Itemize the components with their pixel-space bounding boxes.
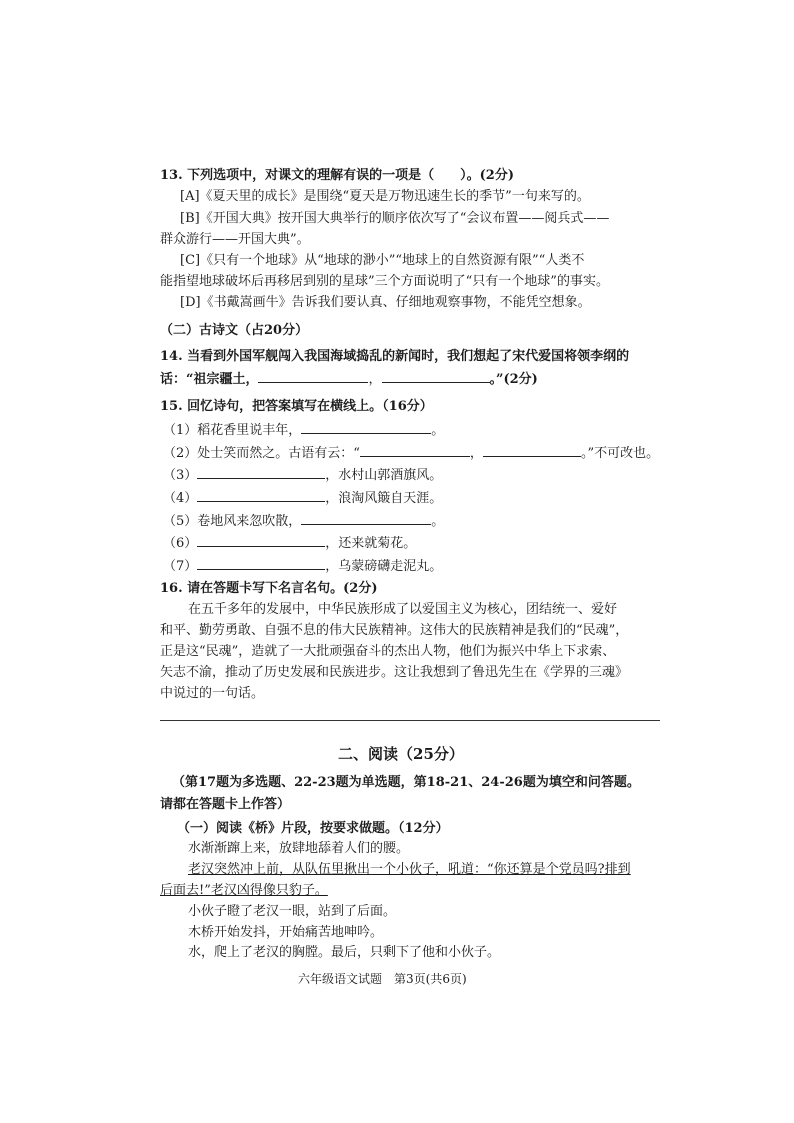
q14-stem-line1: 14. 当看到外国军舰闯入我国海域捣乱的新闻时，我们想起了宋代爱国将领李纲的 [160,349,630,364]
part2-note-line1: （第17题为多选题、22-23题为单选题，第18-21、24-26题为填空和问答题。 [172,775,640,790]
q15-item-6 [163,533,416,553]
q15-item-1-text: （1）稻花香里说丰年， [163,423,302,438]
page-footer: 六年级语文试题 第3页(共6页) [298,972,467,986]
q15-item-1-end: 。 [431,423,445,438]
q13-option-d: [D]《书戴嵩画牛》告诉我们要认真、仔细地观察事物，不能凭空想象。 [180,295,591,310]
q16-para-line4: 矢志不渝，推动了历史发展和民族进步。这让我想到了鲁迅先生在《学界的三魂》 [160,665,629,680]
q14-tail: 。”(2分) [489,372,538,387]
q15-item-2-sep: ， [469,446,483,461]
q15-item-1-blank[interactable] [301,420,431,434]
q16-stem: 16. 请在答题卡写下名言名句。(2分) [160,581,378,596]
q15-item-5-end: 。 [431,514,445,529]
q16-para-line5: 中说过的一句话。 [160,686,265,701]
q15-item-6-num: （6） [163,536,198,551]
q15-item-6-text: ，还来就菊花。 [325,536,417,551]
q16-para-line2: 和平、勤劳勇敢、自强不息的伟大民族精神。这伟大的民族精神是我们的“民魂”， [160,623,629,638]
q13-option-c-line2: 能指望地球破坏后再移居到别的星球”三个方面说明了“只有一个地球”的事实。 [160,274,609,289]
part2-note-line2: 请都在答题卡上作答） [160,797,291,812]
q13-stem: 13. 下列选项中，对课文的理解有误的一项是（ ）。(2分) [160,168,514,183]
q15-item-7-blank[interactable] [197,556,325,570]
q15-item-7-num: （7） [163,559,198,574]
q13-option-a: [A]《夏天里的成长》是围绕“夏天是万物迅速生长的季节”一句来写的。 [180,189,590,204]
q15-item-3-num: （3） [163,468,198,483]
reading1-line2-underlined: 老汉突然冲上前，从队伍里揪出一个小伙子，吼道：“你还算是个党员吗?排到 [188,862,631,877]
q15-item-3 [163,465,442,485]
q15-item-4-text: ，浪淘风簸自天涯。 [325,491,443,506]
q14-blank-2[interactable] [382,369,490,383]
reading1-line6: 水，爬上了老汉的胸膛。最后，只剩下了他和小伙子。 [188,945,501,960]
q15-item-5-text: （5）卷地风来忽吹散， [163,514,302,529]
q15-item-1 [163,420,444,440]
q15-item-2-blank-2[interactable] [483,443,581,457]
q13-option-c-line1: [C]《只有一个地球》从“地球的渺小”“地球上的自然资源有限”“人类不 [180,253,585,268]
q16-para-line3: 正是这“民魂”，造就了一大批顽强奋斗的杰出人物，他们为振兴中华上下求索、 [160,644,616,659]
q14-sep: ， [368,372,382,387]
q15-item-4-num: （4） [163,491,198,506]
reading1-line3-underlined: 后面去!”老汉凶得像只豹子。 [160,883,328,898]
q14-blank-1[interactable] [258,369,368,383]
q14-stem-line2 [160,369,538,389]
reading1-line4: 小伙子瞪了老汉一眼，站到了后面。 [188,904,397,919]
reading1-line1: 水渐渐蹿上来，放肆地舔着人们的腰。 [188,841,410,856]
q15-item-2 [163,443,659,463]
q15-item-6-blank[interactable] [197,533,325,547]
q15-item-4-blank[interactable] [197,488,325,502]
section-divider [160,720,660,721]
reading1-line5: 木桥开始发抖，开始痛苦地呻吟。 [188,925,384,940]
q15-item-2-end: 。”不可改也。 [580,446,660,461]
q16-para-line1: 在五千多年的发展中，中华民族形成了以爱国主义为核心，团结统一、爱好 [188,602,618,617]
reading1-heading: （一）阅读《桥》片段，按要求做题。（12分） [177,821,449,836]
q14-lead: 话：“祖宗疆土， [160,372,259,387]
q15-item-2-text: （2）处士笑而然之。古语有云：“ [163,446,360,461]
section-heading-classics: （二）古诗文（占20分） [160,323,309,338]
q13-option-b-line2: 群众游行——开国大典”。 [160,232,310,247]
q15-item-5-blank[interactable] [301,511,431,525]
q15-item-3-blank[interactable] [197,465,325,479]
q15-item-3-text: ，水村山郭酒旗风。 [325,468,443,483]
q15-item-2-blank-1[interactable] [360,443,470,457]
part2-title: 二、阅读（25分） [338,745,464,763]
q15-stem: 15. 回忆诗句，把答案填写在横线上。（16分） [160,399,433,414]
q13-option-b-line1: [B]《开国大典》按开国大典举行的顺序依次写了“会议布置——阅兵式—— [180,211,610,226]
q15-item-7-text: ，乌蒙磅礴走泥丸。 [325,559,443,574]
q15-item-4 [163,488,442,508]
q15-item-7 [163,556,442,576]
q15-item-5 [163,511,444,531]
